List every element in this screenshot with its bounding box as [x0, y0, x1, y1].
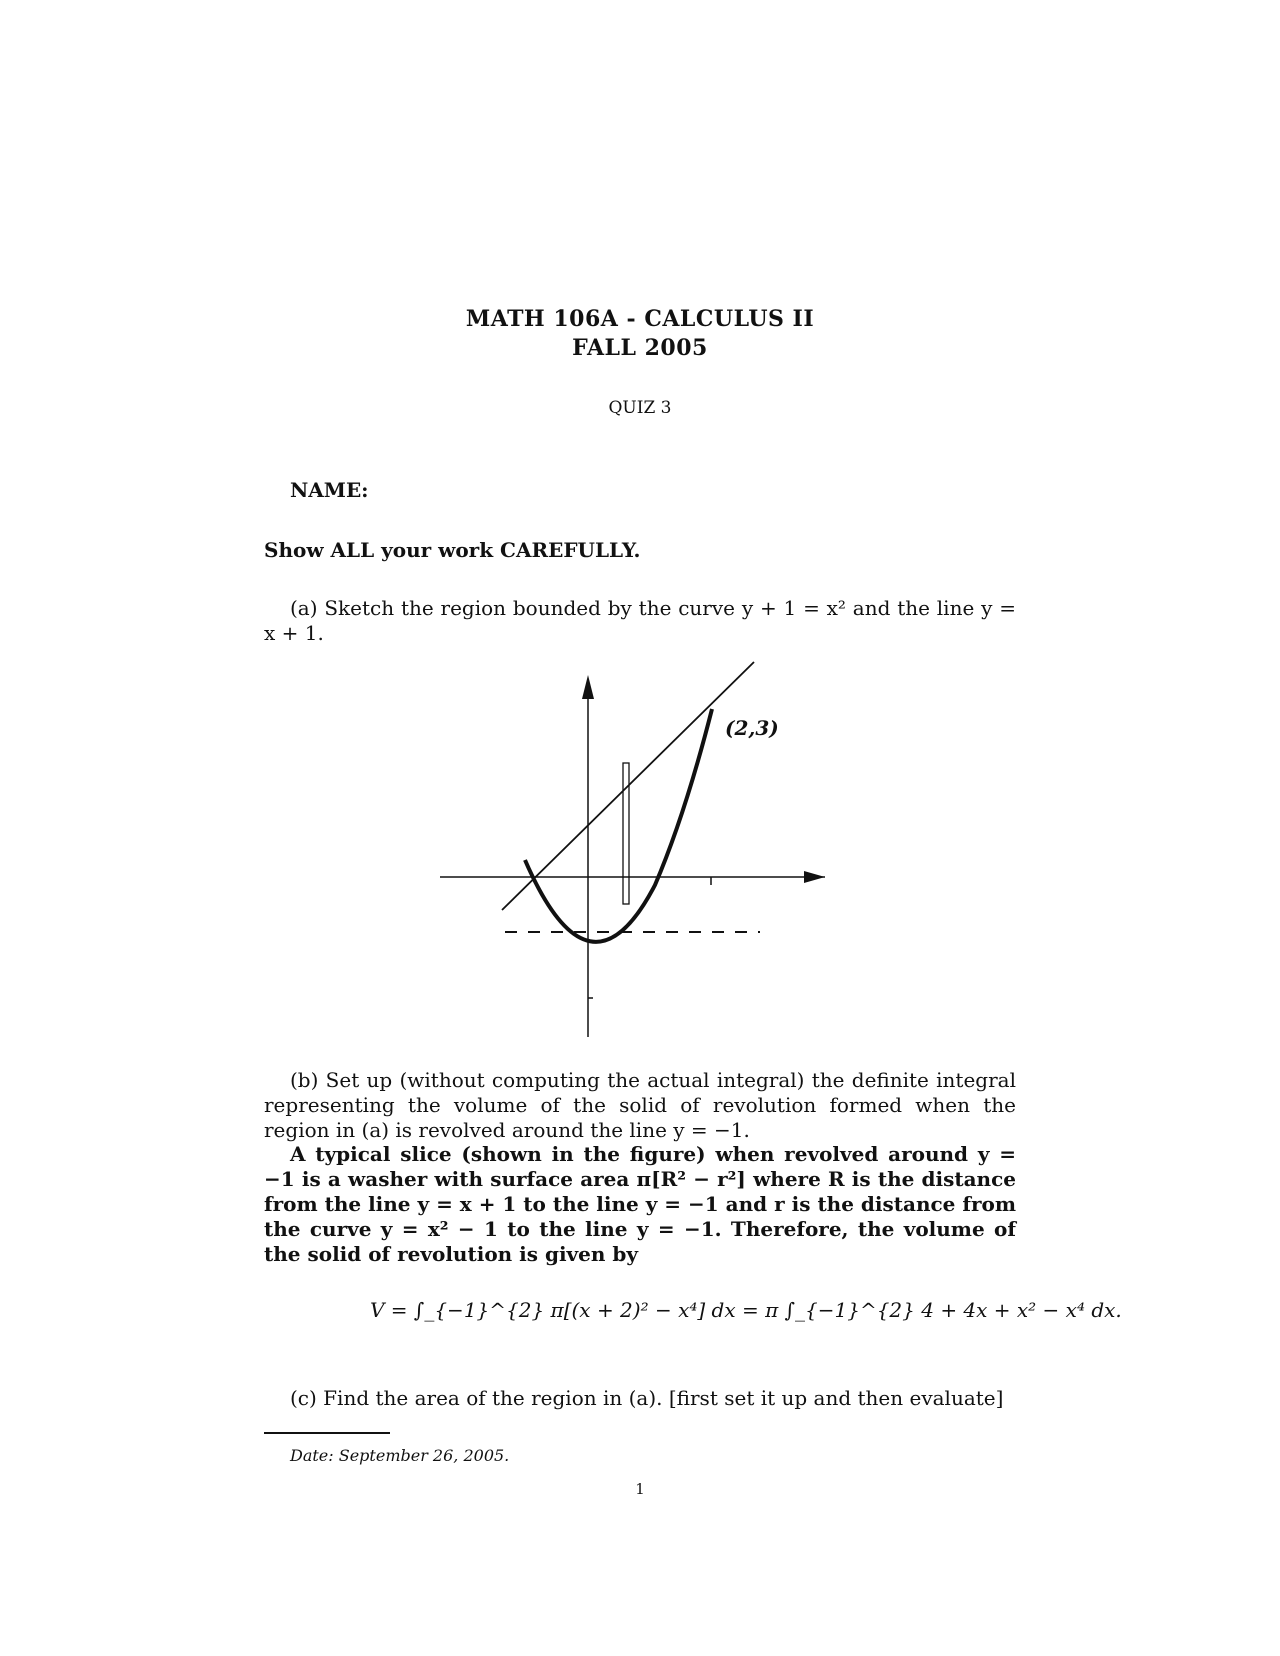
parabola-curve	[525, 709, 712, 942]
part-c-question: (c) Find the area of the region in (a). [first set it up and then evaluate]	[290, 1386, 1004, 1410]
part-a-question: (a) Sketch the region bounded by the curve y + 1 = x² and the line y = x + 1.	[264, 596, 1016, 645]
part-b-question: (b) Set up (without computing the actual integral) the definite integral representing the volume of the solid of revolution formed when the region in (a) is revolved around the line y = −1.	[264, 1068, 1016, 1142]
volume-equation-text: V = ∫_{−1}^{2} π[(x + 2)² − x⁴] dx = π ∫_{−1}^{2} 4 + 4x + x² − x⁴ dx.	[370, 1298, 1122, 1322]
y-axis-arrow	[582, 675, 594, 699]
page-number: 1	[635, 1480, 645, 1498]
course-title: MATH 106A - CALCULUS II	[465, 306, 815, 332]
name-label: NAME:	[290, 478, 369, 502]
x-axis-arrow	[804, 871, 825, 883]
quiz-title: QUIZ 3	[608, 398, 672, 418]
line-y-equals-x-plus-1	[502, 662, 754, 910]
term-title: FALL 2005	[572, 335, 708, 361]
volume-equation	[370, 1298, 1122, 1322]
footnote-rule	[264, 1432, 390, 1434]
point-label: (2,3)	[725, 716, 779, 740]
typical-slice	[623, 763, 629, 904]
footnote-date: Date: September 26, 2005.	[290, 1446, 510, 1465]
instructions: Show ALL your work CAREFULLY.	[264, 538, 641, 562]
region-sketch-figure	[440, 655, 840, 1045]
part-b-answer: A typical slice (shown in the figure) when revolved around y = −1 is a washer with surface area π[R² − r²] where R is the distance from the line y = x + 1 to the line y = −1 and r is the distance from the curve y = x² − 1 to the line y = −1. Therefore, the volume of the solid of revolution is given by	[264, 1142, 1016, 1266]
